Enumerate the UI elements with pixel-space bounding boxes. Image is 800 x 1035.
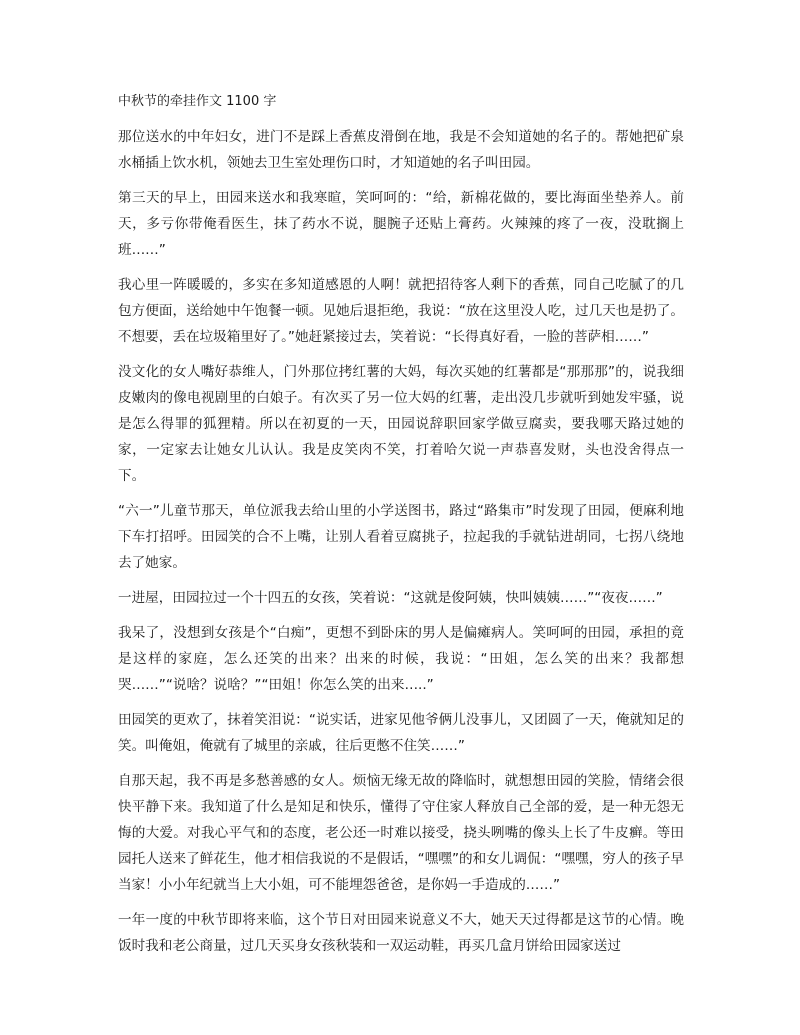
document-page bbox=[118, 92, 684, 968]
paragraph: 那位送水的中年妇女，进门不是踩上香蕉皮滑倒在地，我是不会知道她的名子的。帮她把矿泉水桶插上饮水机，领她去卫生室处理伤口时，才知道她的名子叫田园。 bbox=[118, 129, 684, 171]
document-title: 中秋节的牵挂作文 1100 字 bbox=[118, 94, 277, 109]
paragraph: 我心里一阵暖暖的，多实在多知道感恩的人啊！就把招待客人剩下的香蕉，同自己吃腻了的几包方便面，送给她中午饱餐一顿。见她后退拒绝，我说：“放在这里没人吃，过几天也是扔了。不想要，丢在垃圾箱里好了。”她赶紧接过去，笑着说：“长得真好看，一脸的菩萨相……” bbox=[118, 277, 684, 345]
paragraph: 我呆了，没想到女孩是个“白痴”，更想不到卧床的男人是偏瘫病人。笑呵呵的田园，承担的竟是这样的家庭，怎么还笑的出来？出来的时候，我说：“田姐，怎么笑的出来？我都想哭……”“说啥？说啥？”“田姐！你怎么笑的出来…..” bbox=[118, 625, 684, 693]
paragraph: 没文化的女人嘴好恭维人，门外那位拷红薯的大妈，每次买她的红薯都是“那那那”的，说我细皮嫩肉的像电视剧里的白娘子。有次买了另一位大妈的红薯，走出没几步就听到她发牢骚，说是怎么得罪的狐狸精。所以在初夏的一天，田园说辞职回家学做豆腐卖，要我哪天路过她的家，一定家去让她女儿认认。我是皮笑肉不笑，打着哈欠说一声恭喜发财，头也没舍得点一下。 bbox=[118, 364, 684, 484]
paragraph: 自那天起，我不再是多愁善感的女人。烦恼无缘无故的降临时，就想想田园的笑脸，情绪会很快平静下来。我知道了什么是知足和快乐，懂得了守住家人释放自己全部的爱，是一种无怨无悔的大爱。对我心平气和的态度，老公还一时难以接受，挠头咧嘴的像头上长了牛皮癣。等田园托人送来了鲜花生，他才相信我说的不是假话，“嘿嘿”的和女儿调侃：“嘿嘿，穷人的孩子早当家！小小年纪就当上大小姐，可不能埋怨爸爸，是你妈一手造成的……” bbox=[118, 773, 684, 893]
paragraph: 第三天的早上，田园来送水和我寒暄，笑呵呵的：“给，新棉花做的，要比海面坐垫养人。前天，多亏你带俺看医生，抹了药水不说，腿腕子还贴上膏药。火辣辣的疼了一夜，没耽搁上班……” bbox=[118, 190, 684, 258]
paragraph: 一进屋，田园拉过一个十四五的女孩，笑着说：“这就是俊阿姨，快叫姨姨……”“夜夜……” bbox=[118, 590, 663, 606]
paragraph: 田园笑的更欢了，抹着笑泪说：“说实话，进家见他爷俩儿没事儿，又团圆了一天，俺就知足的笑。叫俺姐，俺就有了城里的亲戚，往后更憋不住笑……” bbox=[118, 712, 684, 754]
paragraph: “六一”儿童节那天，单位派我去给山里的小学送图书，路过“路集市”时发现了田园，便麻利地下车打招呼。田园笑的合不上嘴，让别人看着豆腐挑子，拉起我的手就钻进胡同，七拐八绕地去了她家。 bbox=[118, 503, 684, 571]
paragraph: 一年一度的中秋节即将来临，这个节日对田园来说意义不大，她天天过得都是这节的心情。晚饭时我和老公商量，过几天买身女孩秋装和一双运动鞋，再买几盒月饼给田园家送过 bbox=[118, 912, 684, 954]
